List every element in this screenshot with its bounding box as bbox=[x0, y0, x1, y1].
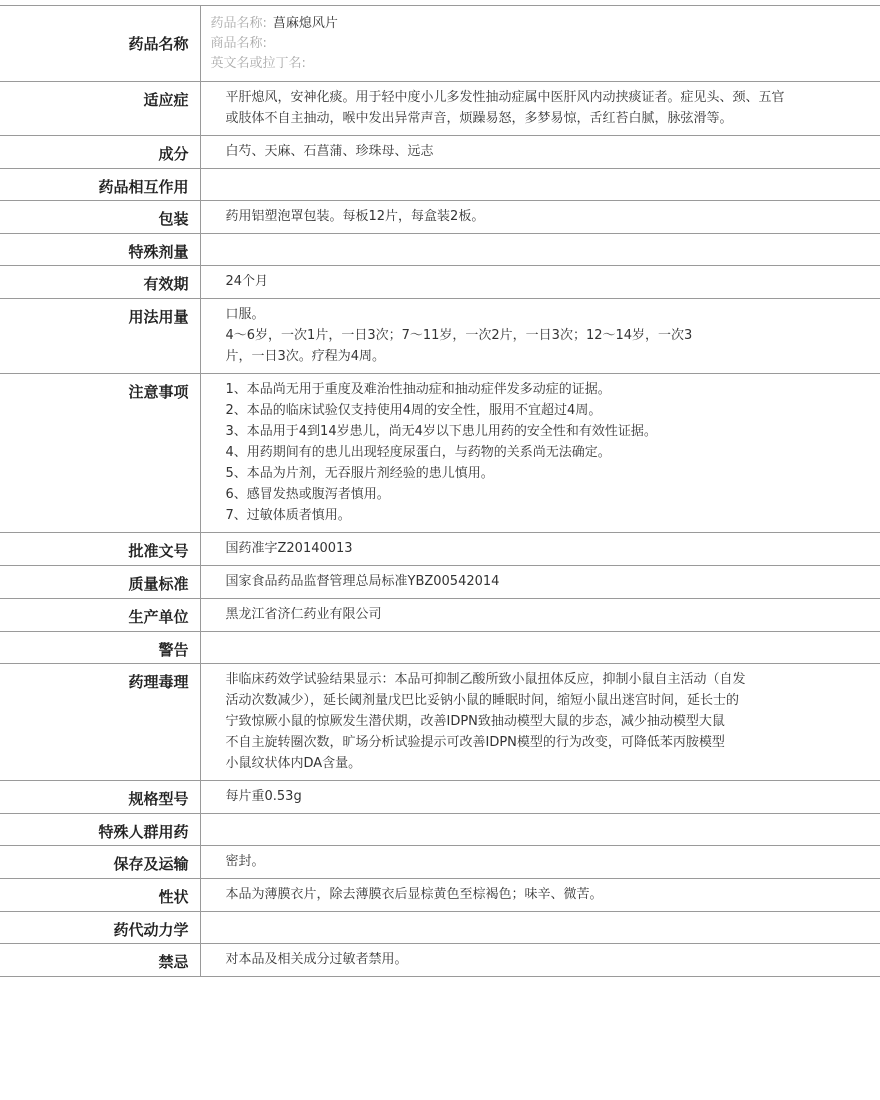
row-label: 禁忌 bbox=[158, 953, 189, 971]
trade-name-label: 商品名称: bbox=[210, 36, 267, 51]
label-cell bbox=[0, 664, 200, 781]
row-pharmacology bbox=[0, 664, 880, 781]
value-cell bbox=[200, 6, 880, 82]
label-cell bbox=[0, 533, 200, 566]
value-cell bbox=[200, 169, 880, 201]
value-cell bbox=[200, 632, 880, 664]
row-label: 保存及运输 bbox=[113, 855, 189, 873]
row-contraindications bbox=[0, 944, 880, 977]
value-cell bbox=[200, 944, 880, 977]
label-cell bbox=[0, 632, 200, 664]
value-cell bbox=[200, 781, 880, 814]
row-label: 适应症 bbox=[143, 91, 189, 109]
row-special-population bbox=[0, 814, 880, 846]
dosage-line: 片，一日3次。疗程为4周。 bbox=[225, 349, 386, 364]
english-name-label: 英文名或拉丁名: bbox=[210, 56, 306, 71]
label-cell bbox=[0, 234, 200, 266]
label-cell bbox=[0, 944, 200, 977]
row-storage bbox=[0, 846, 880, 879]
row-label: 成分 bbox=[158, 145, 189, 163]
label-cell bbox=[0, 299, 200, 374]
row-warning bbox=[0, 632, 880, 664]
row-manufacturer bbox=[0, 599, 880, 632]
value-cell bbox=[200, 846, 880, 879]
row-approval-number bbox=[0, 533, 880, 566]
label-cell bbox=[0, 814, 200, 846]
value-cell bbox=[200, 266, 880, 299]
pharmacology-line: 不自主旋转圈次数，旷场分析试验提示可改善IDPN模型的行为改变，可降低苯丙胺模型 bbox=[225, 735, 725, 750]
row-label: 包装 bbox=[158, 210, 189, 228]
packaging-text: 药用铝塑泡罩包装。每板12片，每盒装2板。 bbox=[225, 209, 485, 224]
label-cell bbox=[0, 566, 200, 599]
dosage-line: 4～6岁，一次1片，一日3次；7～11岁，一次2片，一日3次；12～14岁，一次3 bbox=[225, 328, 693, 343]
label-cell bbox=[0, 374, 200, 533]
generic-name-line bbox=[211, 14, 871, 34]
row-specification bbox=[0, 781, 880, 814]
row-label: 生产单位 bbox=[128, 608, 189, 626]
row-quality-standard bbox=[0, 566, 880, 599]
value-cell bbox=[200, 599, 880, 632]
label-cell bbox=[0, 169, 200, 201]
row-label: 药品名称 bbox=[128, 35, 189, 53]
value-cell bbox=[200, 234, 880, 266]
manufacturer-text: 黑龙江省济仁药业有限公司 bbox=[225, 607, 382, 622]
precaution-item: 1、本品尚无用于重度及难治性抽动症和抽动症伴发多动症的证据。 bbox=[225, 382, 611, 397]
generic-name-value: 菖麻熄风片 bbox=[272, 16, 338, 31]
label-cell bbox=[0, 201, 200, 234]
contraindications-text: 对本品及相关成分过敏者禁用。 bbox=[225, 952, 408, 967]
value-cell bbox=[200, 566, 880, 599]
shelf-life-text: 24个月 bbox=[225, 274, 269, 289]
row-dosage bbox=[0, 299, 880, 374]
row-interactions bbox=[0, 169, 880, 201]
row-precautions bbox=[0, 374, 880, 533]
row-label: 批准文号 bbox=[128, 542, 189, 560]
precaution-item: 5、本品为片剂，无吞服片剂经验的患儿慎用。 bbox=[225, 466, 494, 481]
row-label: 质量标准 bbox=[128, 575, 189, 593]
pharmacology-line: 宁致惊厥小鼠的惊厥发生潜伏期，改善IDPN致抽动模型大鼠的步态，减少抽动模型大鼠 bbox=[225, 714, 725, 729]
row-label: 用法用量 bbox=[128, 308, 189, 326]
value-cell bbox=[200, 374, 880, 533]
value-cell bbox=[200, 201, 880, 234]
value-cell bbox=[200, 664, 880, 781]
row-label: 特殊人群用药 bbox=[98, 823, 189, 841]
precaution-item: 4、用药期间有的患儿出现轻度尿蛋白，与药物的关系尚无法确定。 bbox=[225, 445, 611, 460]
label-cell bbox=[0, 82, 200, 136]
row-label: 药品相互作用 bbox=[98, 178, 189, 196]
label-cell bbox=[0, 6, 200, 82]
row-label: 特殊剂量 bbox=[128, 243, 189, 261]
row-packaging bbox=[0, 201, 880, 234]
approval-number-text: 国药准字Z20140013 bbox=[225, 541, 353, 556]
label-cell bbox=[0, 266, 200, 299]
dosage-line: 口服。 bbox=[225, 307, 265, 322]
precaution-item: 6、感冒发热或腹泻者慎用。 bbox=[225, 487, 390, 502]
value-cell bbox=[200, 136, 880, 169]
label-cell bbox=[0, 912, 200, 944]
storage-text: 密封。 bbox=[225, 854, 265, 869]
row-label: 注意事项 bbox=[128, 383, 189, 401]
row-label: 有效期 bbox=[143, 275, 189, 293]
value-cell bbox=[200, 814, 880, 846]
drug-spec-table bbox=[0, 5, 880, 977]
row-pharmacokinetics bbox=[0, 912, 880, 944]
pharmacology-line: 小鼠纹状体内DA含量。 bbox=[225, 756, 362, 771]
label-cell bbox=[0, 781, 200, 814]
row-label: 药理毒理 bbox=[128, 673, 189, 691]
row-label: 规格型号 bbox=[128, 790, 189, 808]
label-cell bbox=[0, 846, 200, 879]
precaution-item: 7、过敏体质者慎用。 bbox=[225, 508, 351, 523]
row-drug-name bbox=[0, 6, 880, 82]
generic-name-label: 药品名称: bbox=[210, 16, 267, 31]
row-appearance bbox=[0, 879, 880, 912]
appearance-text: 本品为薄膜衣片，除去薄膜衣后显棕黄色至棕褐色；味辛、微苦。 bbox=[225, 887, 603, 902]
label-cell bbox=[0, 879, 200, 912]
label-cell bbox=[0, 136, 200, 169]
precaution-item: 2、本品的临床试验仅支持使用4周的安全性，服用不宜超过4周。 bbox=[225, 403, 602, 418]
pharmacology-line: 活动次数减少），延长阈剂量戊巴比妥钠小鼠的睡眠时间，缩短小鼠出迷宫时间，延长士的 bbox=[225, 693, 740, 708]
value-cell bbox=[200, 82, 880, 136]
row-indication bbox=[0, 82, 880, 136]
row-ingredients bbox=[0, 136, 880, 169]
indication-text: 平肝熄风，安神化痰。用于轻中度小儿多发性抽动症属中医肝风内动挟痰证者。症见头、颈、五官或肢体不自主抽动，喉中发出异常声音，烦躁易怒，多梦易惊，舌红苔白腻，脉弦滑等。 bbox=[225, 90, 785, 126]
value-cell bbox=[200, 912, 880, 944]
row-label: 性状 bbox=[158, 888, 189, 906]
row-shelf-life bbox=[0, 266, 880, 299]
row-label: 药代动力学 bbox=[113, 921, 189, 939]
label-cell bbox=[0, 599, 200, 632]
specification-text: 每片重0.53g bbox=[225, 789, 302, 804]
row-label: 警告 bbox=[158, 641, 189, 659]
value-cell bbox=[200, 533, 880, 566]
precaution-item: 3、本品用于4到14岁患儿，尚无4岁以下患儿用药的安全性和有效性证据。 bbox=[225, 424, 657, 439]
pharmacology-line: 非临床药效学试验结果显示：本品可抑制乙酸所致小鼠扭体反应，抑制小鼠自主活动（自发 bbox=[225, 672, 746, 687]
ingredients-text: 白芍、天麻、石菖蒲、珍珠母、远志 bbox=[225, 144, 434, 159]
quality-standard-text: 国家食品药品监督管理总局标准YBZ00542014 bbox=[225, 574, 500, 589]
row-special-dosage bbox=[0, 234, 880, 266]
value-cell bbox=[200, 879, 880, 912]
value-cell bbox=[200, 299, 880, 374]
